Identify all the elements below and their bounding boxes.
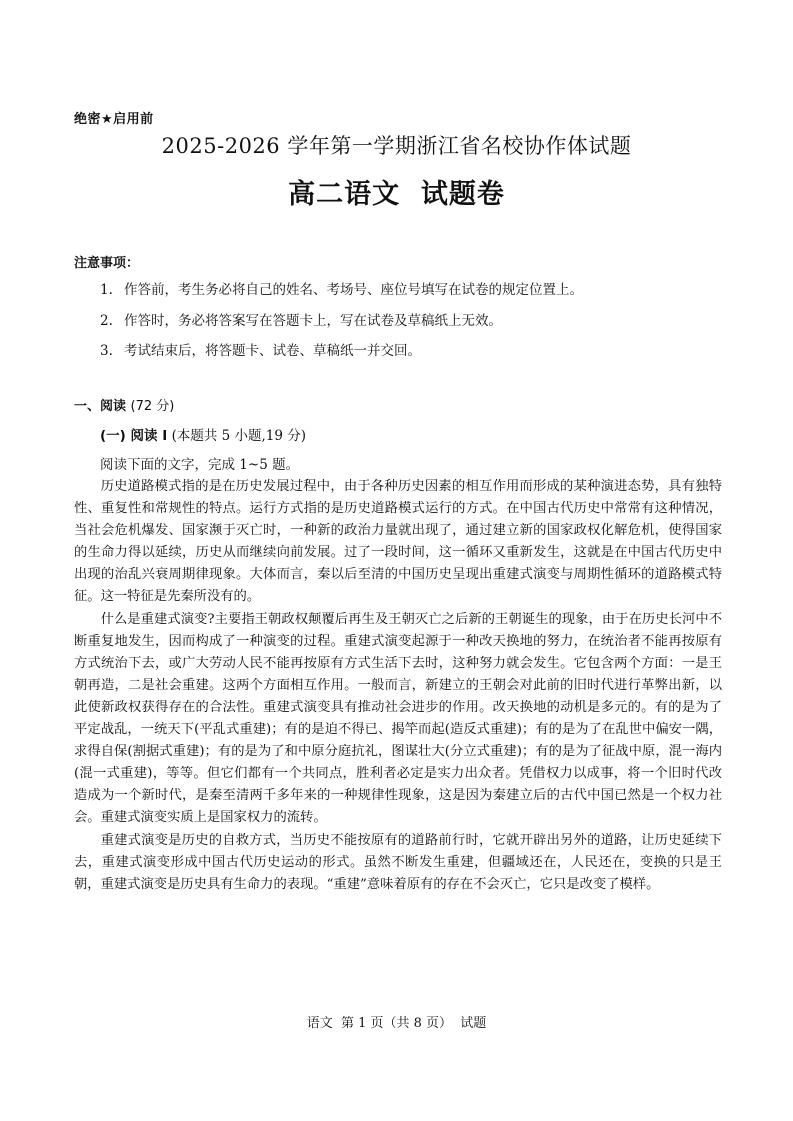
reading-instruction: 阅读下面的文字，完成 1~5 题。	[100, 457, 300, 473]
subsection-label: (一) 阅读 I	[100, 428, 168, 444]
subsection-heading	[100, 424, 306, 444]
passage-paragraph-1: 历史道路模式指的是在历史发展过程中，由于各种历史因素的相互作用而形成的某种演进态势，具有独特性、重复性和常规性的特点。运行方式指的是历史道路模式运行的方式。在中国古代历史中常常有这种情况，当社会危机爆发、国家濒于灭亡时，一种新的政治力量就出现了，通过建立新的国家政权化解危机，使得国家的生命力得以延续，历史从而继续向前发展。过了一段时间，这一循环又重新发生，这就是在中国古代历史中出现的治乱兴衰周期律现象。大体而言，秦以后至清的中国历史呈现出重建式演变与周期性循环的道路模式特征。这一特征是先秦所没有的。	[74, 479, 722, 605]
note-number: 2.	[100, 313, 113, 329]
reading-passage	[74, 476, 722, 896]
section-heading	[74, 395, 174, 414]
exam-title: 2025-2026 学年第一学期浙江省名校协作体试题	[161, 134, 632, 158]
note-text: 考试结束后，将答题卡、试卷、草稿纸一并交回。	[124, 343, 421, 359]
note-item-1	[100, 278, 583, 298]
page-footer: 语文 第 1 页（共 8 页） 试题	[306, 1016, 487, 1031]
section-title: 一、阅读	[74, 399, 127, 414]
passage-paragraph-3: 重建式演变是历史的自救方式，当历史不能按原有的道路前行时，它就开辟出另外的道路，让历史延续下去，重建式演变形成中国古代历史运动的形式。虽然不断发生重建，但疆域还在，人民还在，变换的只是王朝，重建式演变是历史具有生命力的表现。“重建”意味着原有的存在不会灭亡，它只是改变了模样。	[74, 832, 722, 892]
note-number: 3.	[100, 343, 113, 359]
section-score: (72 分)	[130, 399, 175, 414]
note-text: 作答时，务必将答案写在答题卡上，写在试卷及草稿纸上无效。	[124, 313, 502, 329]
notes-heading: 注意事项：	[74, 256, 140, 271]
note-number: 1.	[100, 282, 113, 298]
note-item-2	[100, 309, 502, 329]
confidential-mark: 绝密★启用前	[74, 112, 154, 127]
note-text: 作答前，考生务必将自己的姓名、考场号、座位号填写在试卷的规定位置上。	[124, 282, 583, 298]
paper-title: 高二语文 试题卷	[288, 179, 505, 210]
note-item-3	[100, 339, 421, 359]
subsection-detail: (本题共 5 小题,19 分)	[171, 428, 307, 444]
passage-paragraph-2: 什么是重建式演变?主要指王朝政权颠覆后再生及王朝灭亡之后新的王朝诞生的现象，由于在历史长河中不断重复地发生，因而构成了一种演变的过程。重建式演变起源于一种改天换地的努力，在统治者不能再按原有方式统治下去，或广大劳动人民不能再按原有方式生活下去时，这种努力就会发生。它包含两个方面：一是王朝再造，二是社会重建。这两个方面相互作用。一般而言，新建立的王朝会对此前的旧时代进行革弊出新，以此使新政权获得存在的合法性。重建式演变具有推动社会进步的作用。改天换地的动机是多元的。有的是为了平定战乱，一统天下(平乱式重建)；有的是迫不得已、揭竿而起(造反式重建)；有的是为了在乱世中偏安一隅，求得自保(割据式重建)；有的是为了和中原分庭抗礼，图谋壮大(分立式重建)；有的是为了征战中原，混一海内(混一式重建)，等等。但它们都有一个共同点，胜利者必定是实力出众者。凭借权力以成事，将一个旧时代改造成为一个新时代，是秦至清两千多年来的一种规律性现象，这是因为秦建立后的古代中国已然是一个权力社会。重建式演变实质上是国家权力的流转。	[74, 611, 722, 826]
